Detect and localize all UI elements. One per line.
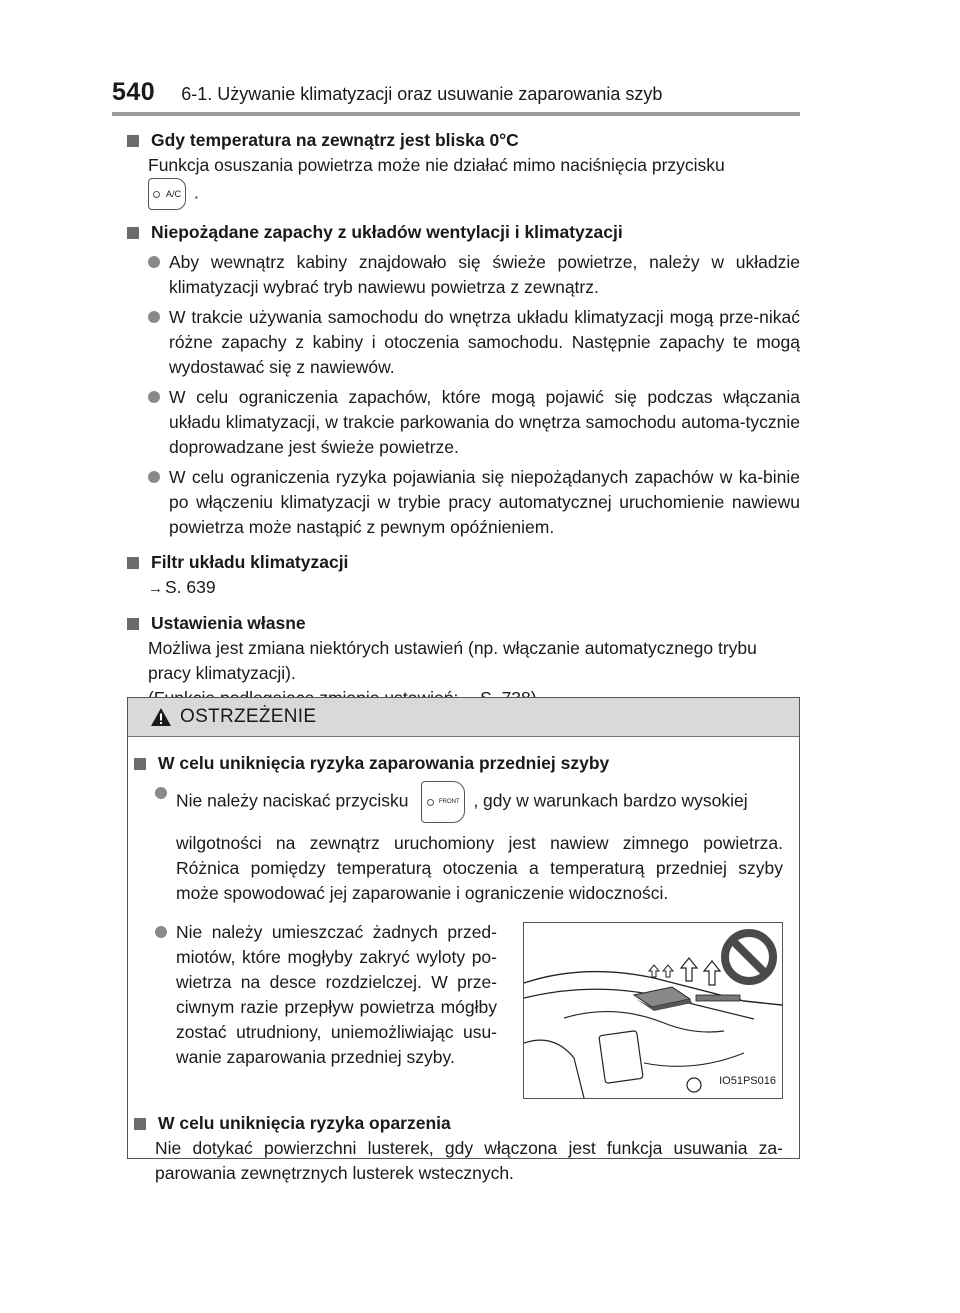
chapter-title: 6-1. Używanie klimatyzacji oraz usuwanie zaparowania szyb — [181, 84, 663, 104]
list-item: Nie należy umieszczać żadnych przed-miotów, które mogłyby zakryć wyloty po-wietrza na desce rozdzielczej. W prze-ciwnym razie przepływ powietrza mógłby zostać utrudniony, uniemożliwiając usu-wanie zaparowania przedniej szyby. IO51PS016 — [134, 920, 783, 1099]
main-content — [127, 128, 800, 712]
page-reference: → S. 639 — [148, 577, 216, 597]
square-bullet-icon — [134, 758, 146, 770]
list-item: W celu ograniczenia ryzyka pojawiania się niepożądanych zapachów w ka-binie po włączeniu klimatyzacji w trybie pracy automatycznej uruchomienie nawiewu powietrza może nastąpić z pewnym opóźnieniem. — [127, 465, 800, 540]
warning-section-title: W celu uniknięcia ryzyka zaparowania przedniej szyby — [134, 751, 783, 776]
section-body: Możliwa jest zmiana niektórych ustawień (np. włączanie automatycznego trybu pracy klimatyzacji). — [127, 636, 800, 712]
warning-section-title: W celu uniknięcia ryzyka oparzenia — [134, 1111, 783, 1136]
dashboard-illustration — [523, 922, 783, 1099]
section-title: Ustawienia własne — [127, 611, 800, 636]
square-bullet-icon — [127, 557, 139, 569]
round-bullet-icon — [155, 926, 167, 938]
square-bullet-icon — [127, 618, 139, 630]
section-title: Filtr układu klimatyzacji — [127, 550, 800, 575]
ac-button-icon: A/C — [148, 178, 186, 210]
list-item: Nie należy naciskać przycisku FRONT , gdy w warunkach bardzo wysokiej wilgotności na zewnątrz uruchomiony jest nawiew zimnego powietrza. Różnica pomiędzy temperaturą otoczenia a temperaturą przedniej szyby może spowodować jej zaparowanie i ograniczenie widoczności. — [134, 781, 783, 906]
round-bullet-icon — [155, 787, 167, 799]
warning-section-body: Nie dotykać powierzchni lusterek, gdy włączona jest funkcja usuwania za-parowania zewnętrznych lusterek wstecznych. — [155, 1138, 783, 1183]
round-bullet-icon — [148, 391, 160, 403]
section-body: Funkcja osuszania powietrza może nie działać mimo naciśnięcia przycisku A/C . — [127, 153, 800, 210]
round-bullet-icon — [148, 256, 160, 268]
page-header — [112, 78, 662, 107]
round-bullet-icon — [148, 471, 160, 483]
warning-triangle-icon — [150, 707, 172, 727]
page-number: 540 — [112, 78, 156, 106]
section-title: Gdy temperatura na zewnątrz jest bliska 0°C — [127, 128, 800, 153]
indicator-led-icon — [153, 191, 160, 198]
square-bullet-icon — [127, 227, 139, 239]
warning-label: OSTRZEŻENIE — [180, 706, 317, 727]
warning-header — [128, 698, 799, 737]
list-item: Aby wewnątrz kabiny znajdowało się świeże powietrze, należy w układzie klimatyzacji wybrać tryb nawiewu powietrza z zewnątrz. — [127, 250, 800, 300]
header-rule — [112, 112, 800, 116]
square-bullet-icon — [134, 1118, 146, 1130]
warning-box — [127, 697, 800, 1183]
front-defogger-button-icon: FRONT — [421, 781, 465, 823]
section-title: Niepożądane zapachy z układów wentylacji i klimatyzacji — [127, 220, 800, 245]
warning-body — [128, 737, 799, 1186]
list-item: W celu ograniczenia zapachów, które mogą pojawić się podczas włączania układu klimatyzacji, w trakcie parkowania do wnętrza samochodu automa-tycznie doprowadzane jest świeże powietrze. — [127, 385, 800, 460]
round-bullet-icon — [148, 311, 160, 323]
list-item: W trakcie używania samochodu do wnętrza układu klimatyzacji mogą prze-nikać różne zapachy z kabiny i otoczenia samochodu. Następnie zapachy te mogą wydostawać się z nawiewów. — [127, 305, 800, 380]
arrow-right-icon: → — [148, 580, 163, 597]
indicator-led-icon — [427, 799, 434, 806]
figure-code: IO51PS016 — [717, 1069, 778, 1094]
square-bullet-icon — [127, 135, 139, 147]
